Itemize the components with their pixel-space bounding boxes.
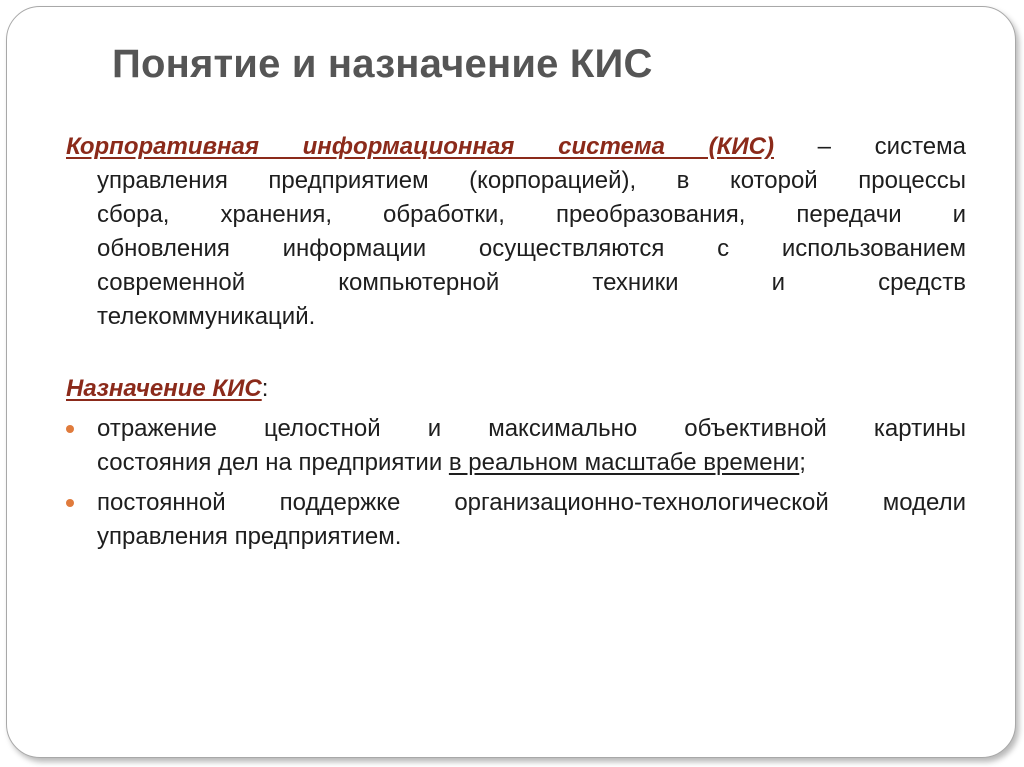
- list-item: [66, 486, 966, 554]
- list-item: [66, 412, 966, 480]
- purpose-item-1-line-1: отражение целостной и максимально объективной картины: [97, 415, 966, 442]
- definition-line-5: современной компьютерной техники и средств: [97, 269, 966, 296]
- purpose-item-2-line-1: постоянной поддержке организационно-технологической модели: [97, 489, 966, 516]
- definition-line-2: управления предприятием (корпорацией), в которой процессы: [97, 167, 966, 194]
- definition-line-1-rest: – система: [773, 133, 967, 160]
- purpose-item-2-line-2: управления предприятием.: [97, 523, 402, 550]
- bullet-dot-icon: [66, 499, 74, 507]
- definition-line-4: обновления информации осуществляются с использованием: [97, 235, 966, 262]
- purpose-heading-term: Назначение КИС: [66, 375, 262, 402]
- purpose-item-1-suffix: ;: [799, 449, 806, 476]
- definition-line-1: [66, 130, 966, 164]
- definition-paragraph: [66, 130, 966, 334]
- bullet-dot-icon: [66, 425, 74, 433]
- purpose-item-1-underlined: в реальном масштабе времени: [448, 449, 800, 476]
- purpose-item-1-prefix: состояния дел на предприятии: [97, 449, 449, 476]
- definition-term: Корпоративная информационная система (КИС): [66, 133, 774, 160]
- definition-line-6: телекоммуникаций.: [97, 303, 316, 330]
- slide-title: Понятие и назначение КИС: [112, 42, 653, 86]
- purpose-item-1-line-2: [97, 446, 966, 480]
- slide-body: [66, 130, 966, 560]
- purpose-heading: [66, 372, 966, 406]
- definition-line-3: сбора, хранения, обработки, преобразования, передачи и: [97, 201, 966, 228]
- purpose-heading-colon: :: [261, 375, 269, 402]
- purpose-list: [66, 412, 966, 554]
